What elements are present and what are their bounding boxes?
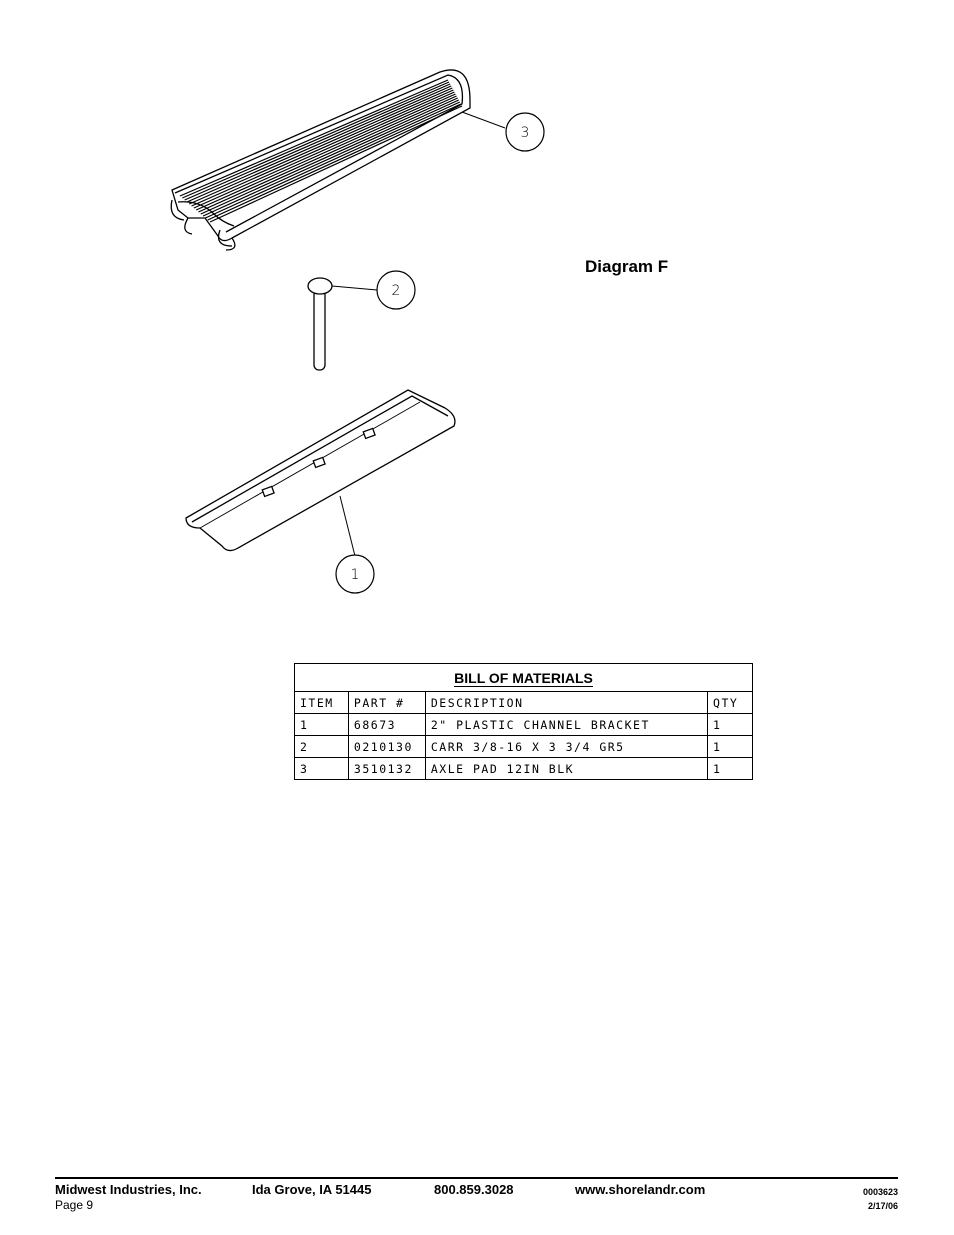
bom-description-cell: AXLE PAD 12IN BLK [425, 758, 707, 780]
footer-phone: 800.859.3028 [434, 1182, 514, 1197]
diagram-title: Diagram F [585, 257, 669, 276]
bom-qty-cell: 1 [708, 714, 753, 736]
bom-description-cell: CARR 3/8-16 X 3 3/4 GR5 [425, 736, 707, 758]
bom-part-cell: 0210130 [348, 736, 425, 758]
footer-date: 2/17/06 [867, 1201, 898, 1211]
footer-divider [55, 1177, 898, 1179]
footer-website[interactable]: www.shorelandr.com [575, 1182, 706, 1197]
bom-header-description: DESCRIPTION [425, 692, 707, 714]
bom-header-qty: QTY [708, 692, 753, 714]
axle-pad-part [171, 70, 505, 250]
rib-line [194, 92, 455, 208]
footer-page-number: Page 9 [55, 1198, 94, 1212]
channel-bracket-part [186, 390, 455, 556]
bom-header-item: ITEM [295, 692, 349, 714]
bom-item-cell: 3 [295, 758, 349, 780]
callout-3: 3 [520, 125, 530, 141]
bill-of-materials-table [294, 663, 753, 780]
bom-header-part: PART # [348, 692, 425, 714]
bom-item-cell: 2 [295, 736, 349, 758]
bom-item-cell: 1 [295, 714, 349, 736]
rib-line [201, 98, 458, 214]
footer-company: Midwest Industries, Inc. [55, 1182, 202, 1197]
callout-1: 1 [350, 567, 360, 583]
callout-2: 2 [391, 283, 401, 299]
bom-title: BILL OF MATERIALS [454, 669, 593, 686]
table-row [295, 758, 753, 780]
bom-title-row [295, 664, 753, 692]
bom-part-cell: 3510132 [348, 758, 425, 780]
bom-description-cell: 2" PLASTIC CHANNEL BRACKET [425, 714, 707, 736]
rib-line [198, 96, 456, 212]
bom-part-cell: 68673 [348, 714, 425, 736]
rib-line [196, 94, 455, 210]
footer-location: Ida Grove, IA 51445 [252, 1182, 372, 1197]
table-row [295, 714, 753, 736]
footer-doc-number: 0003623 [862, 1187, 898, 1197]
bom-header-row [295, 692, 753, 714]
bom-qty-cell: 1 [708, 736, 753, 758]
carriage-bolt-part [308, 278, 377, 370]
rib-line [203, 100, 459, 216]
bom-qty-cell: 1 [708, 758, 753, 780]
table-row [295, 736, 753, 758]
